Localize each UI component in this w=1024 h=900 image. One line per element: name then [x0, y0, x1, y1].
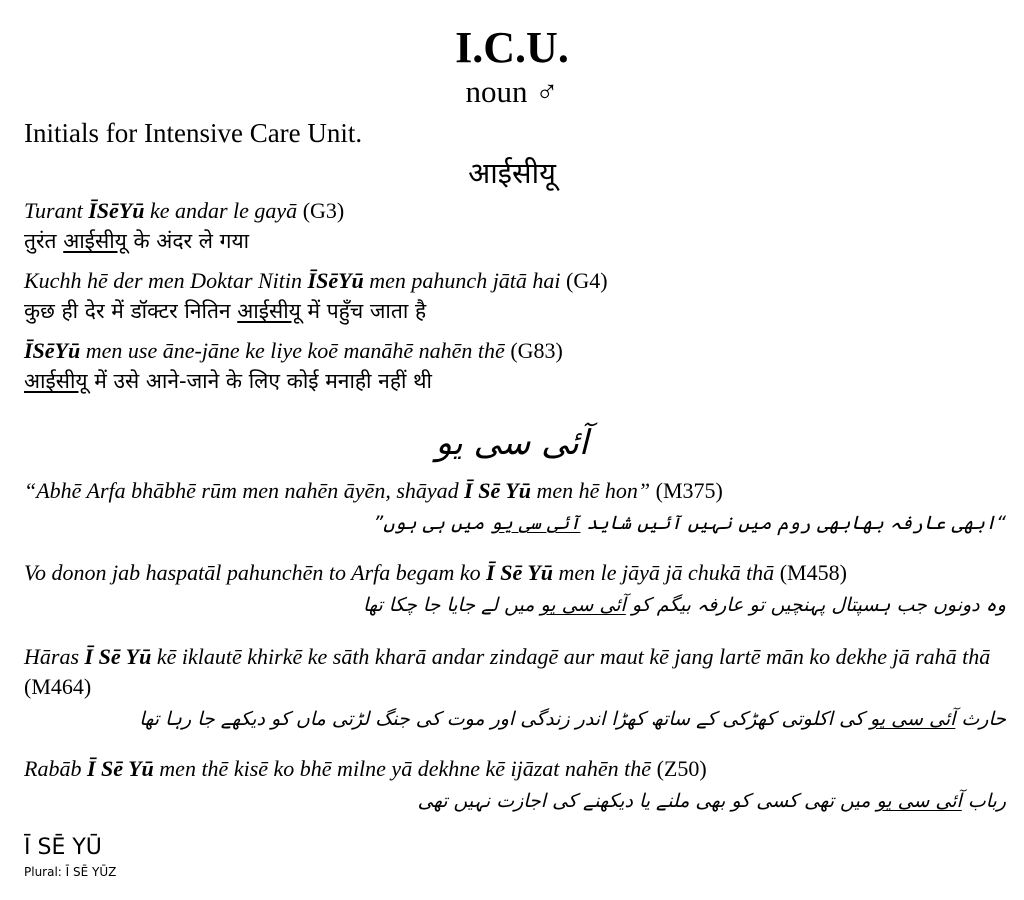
hindi-example	[24, 266, 1004, 326]
example-devanagari: तुरंत आईसीयू के अंदर ले गया	[24, 229, 250, 253]
source-ref: (M375)	[655, 478, 723, 503]
source-ref: (M464)	[24, 674, 92, 699]
lemma-form: Ī SĒ YŪ	[24, 835, 102, 860]
source-ref: (G4)	[566, 268, 608, 293]
urdu-example	[24, 642, 1006, 736]
part-of-speech: noun	[465, 74, 528, 109]
example-transliteration: Kuchh hē der men Doktar Nitin ĪSēYū men pahunch jātā hai (G4)	[24, 268, 608, 293]
urdu-example	[24, 476, 1006, 540]
example-transliteration: Hāras Ī Sē Yū kē iklautē khirkē ke sāth kharā andar zindagē aur maut kē jang lartē mān ko dekhe jā rahā thā (M464)	[24, 644, 991, 699]
headword: I.C.U.	[455, 23, 569, 72]
source-ref: (Z50)	[656, 756, 707, 781]
example-urdu: وہ دونوں جب ہسپتال پہنچیں تو عارفہ بیگم کو آئی سی یو میں لے جایا جا چکا تھا	[362, 594, 1006, 616]
plural-line	[24, 864, 116, 880]
hindi-heading: आईसीयू	[468, 156, 556, 190]
plural-form: Ī SĒ YŪZ	[65, 865, 117, 879]
example-urdu: حارث آئی سی یو کی اکلوتی کھڑکی کے ساتھ کھڑا اندر زندگی اور موت کی جنگ لڑتی ماں کو دیکھے جا رہا تھا	[139, 708, 1006, 730]
plural-label: Plural:	[24, 865, 62, 879]
example-transliteration: Turant ĪSēYū ke andar le gayā (G3)	[24, 198, 345, 223]
urdu-example	[24, 558, 1006, 622]
urdu-example	[24, 754, 1006, 818]
part-of-speech-line	[0, 72, 1024, 112]
example-devanagari: आईसीयू में उसे आने-जाने के लिए कोई मनाही नहीं थी	[24, 369, 432, 393]
example-transliteration: “Abhē Arfa bhābhē rūm men nahēn āyēn, shāyad Ī Sē Yū men hē hon” (M375)	[24, 478, 723, 503]
urdu-heading: آئی سی یو	[435, 423, 589, 463]
male-gender-icon: ♂	[535, 74, 559, 109]
definition: Initials for Intensive Care Unit.	[24, 118, 363, 148]
hindi-example	[24, 336, 1004, 396]
source-ref: (M458)	[779, 560, 847, 585]
example-urdu: “ابھی عارفہ بھابھی روم میں نہیں آئیں شاید آئی سی یو میں ہی ہوں”	[373, 512, 1006, 534]
example-devanagari: कुछ ही देर में डॉक्टर नितिन आईसीयू में पहुँच जाता है	[24, 299, 427, 323]
example-transliteration: Vo donon jab haspatāl pahunchēn to Arfa begam ko Ī Sē Yū men le jāyā jā chukā thā (M458)	[24, 560, 847, 585]
example-transliteration: ĪSēYū men use āne-jāne ke liye koē manāhē nahēn thē (G83)	[24, 338, 563, 363]
source-ref: (G3)	[302, 198, 345, 223]
example-urdu: رباب آئی سی یو میں تھی کسی کو بھی ملنے یا دیکھنے کی اجازت نہیں تھی	[417, 790, 1006, 812]
hindi-example	[24, 196, 1004, 256]
source-ref: (G83)	[510, 338, 563, 363]
example-transliteration: Rabāb Ī Sē Yū men thē kisē ko bhē milne yā dekhne kē ijāzat nahēn thē (Z50)	[24, 756, 707, 781]
